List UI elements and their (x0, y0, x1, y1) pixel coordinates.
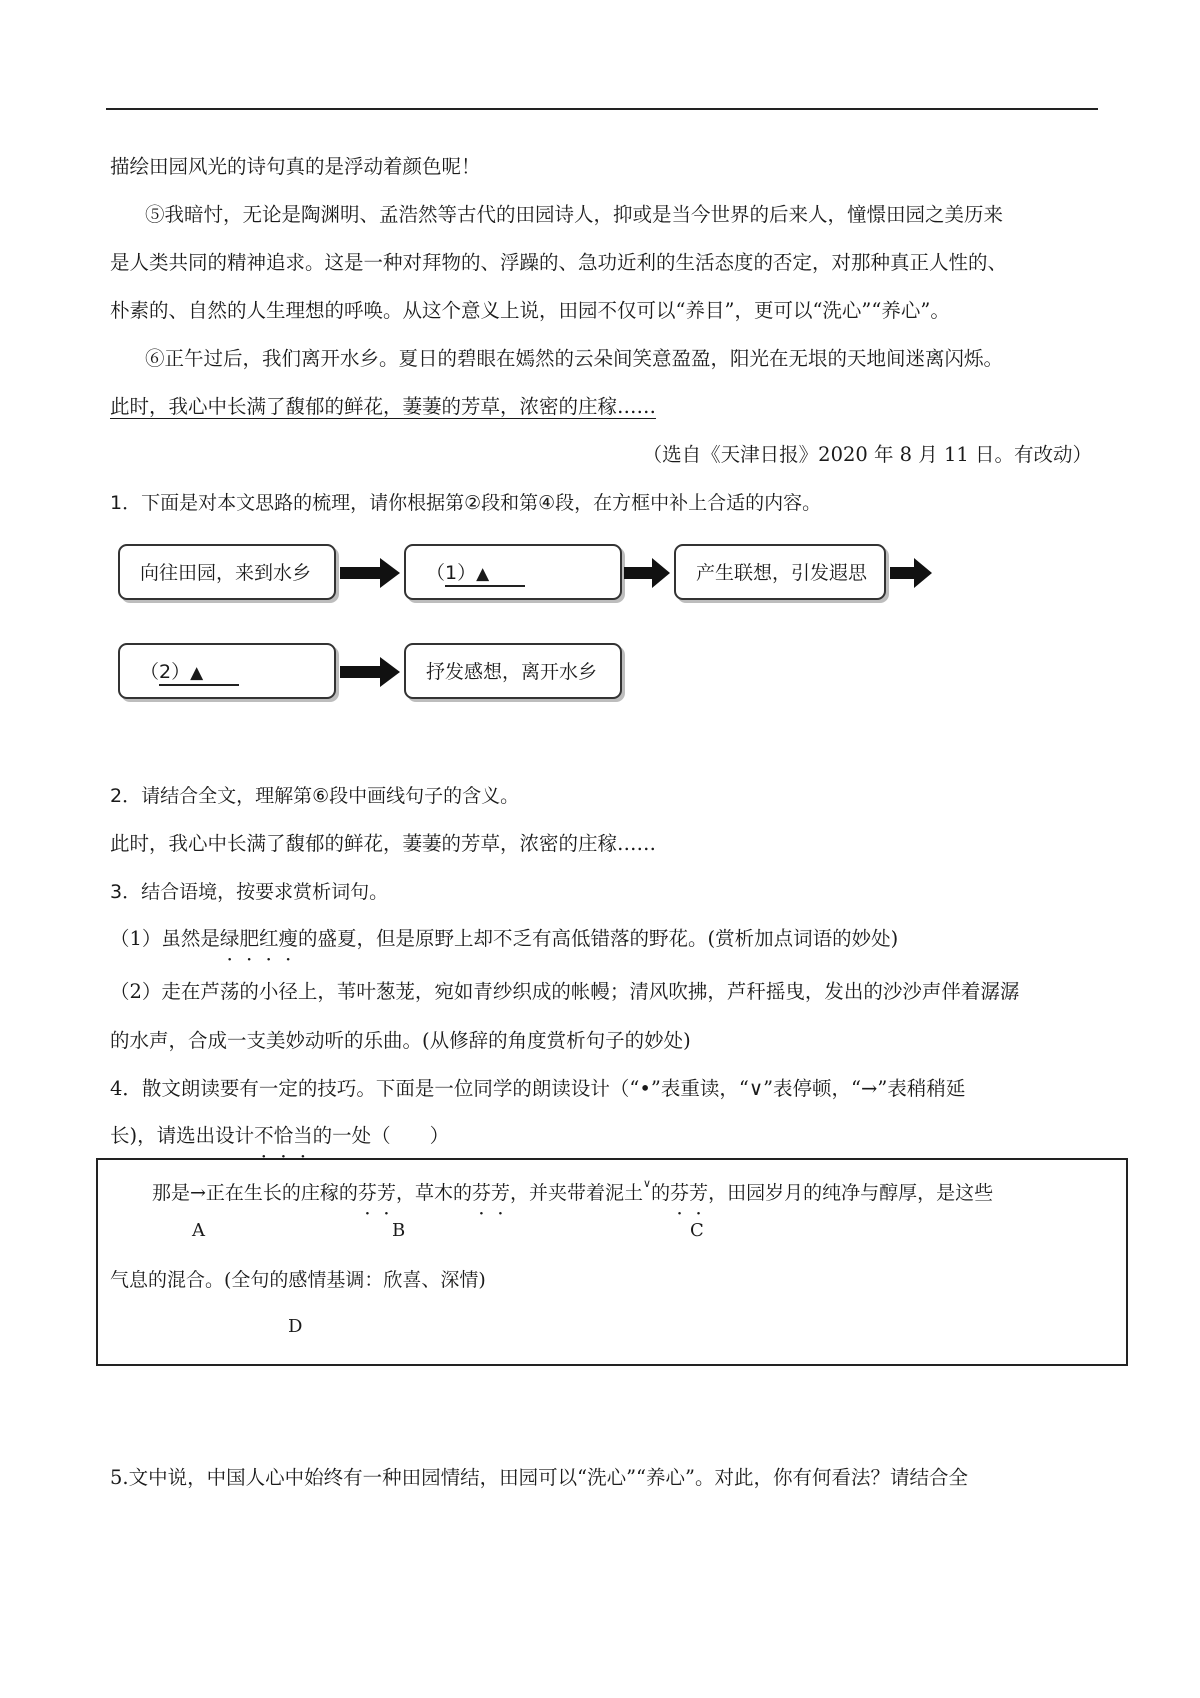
flow-box-4[interactable] (118, 643, 336, 699)
passage-line: 描绘田园风光的诗句真的是浮动着颜色呢！ (110, 155, 481, 178)
paragraph-6-line-1: ⑥正午过后，我们离开水乡。夏日的碧眼在嫣然的云朵间笑意盈盈，阳光在无垠的天地间迷离闪烁。 (145, 347, 1004, 370)
dotted-char: 绿 (219, 927, 240, 950)
paragraph-5-line-1: ⑤我暗忖，无论是陶渊明、孟浩然等古代的田园诗人，抑或是当今世界的后来人，憧憬田园之美历来 (145, 203, 1004, 226)
flow-box-1-label: 向往田园，来到水乡 (140, 562, 312, 584)
dotted-char: 瘦 (278, 927, 298, 950)
header-rule (106, 108, 1098, 110)
dotted-char: 肥 (239, 927, 259, 950)
answer-placeholder-icon: ▲ (190, 663, 204, 683)
flow-box-2-label: （1） (426, 562, 477, 584)
question-4-line-1: 4．散文朗读要有一定的技巧。下面是一位同学的朗读设计（“•”表重读，“∨”表停顿，“→”表稍稍延 (110, 1077, 966, 1100)
source-citation: （选自《天津日报》2020 年 8 月 11 日。有改动） (642, 443, 1092, 466)
option-label-b: B (392, 1220, 406, 1241)
flow-box-2[interactable] (404, 544, 622, 600)
paragraph-5-line-3: 朴素的、自然的人生理想的呼唤。从这个意义上说，田园不仅可以“养目”，更可以“洗心”“养心”。 (110, 299, 950, 322)
dotted-char: 不 (254, 1124, 274, 1147)
answer-blank-1[interactable] (445, 585, 525, 587)
flow-arrow-2 (624, 556, 672, 590)
question-3-sentence-1: （1）虽然是绿肥红瘦的盛夏，但是原野上却不乏有高低错落的野花。(赏析加点词语的妙处) (110, 925, 898, 953)
dotted-char: 红 (258, 927, 279, 950)
flow-box-5 (404, 643, 622, 699)
flow-box-1 (118, 544, 336, 600)
paragraph-5-line-2: 是人类共同的精神追求。这是一种对拜物的、浮躁的、急功近利的生活态度的否定，对那种真正人性的、 (110, 251, 1008, 274)
option-label-c: C (690, 1220, 704, 1241)
pause-mark: ∨ (643, 1177, 652, 1190)
dotted-char: 当 (293, 1124, 313, 1147)
question-5-prompt: 5.文中说，中国人心中始终有一种田园情结，田园可以“洗心”“养心”。对此，你有何看法？请结合全 (110, 1466, 968, 1489)
flow-arrow-4 (340, 655, 402, 689)
question-3-prompt: 3．结合语境，按要求赏析词句。 (110, 881, 389, 903)
question-1-prompt: 1．下面是对本文思路的梳理，请你根据第②段和第④段，在方框中补上合适的内容。 (110, 492, 822, 514)
flow-box-3-label: 产生联想，引发遐思 (696, 562, 868, 584)
dotted-char: 恰 (273, 1124, 294, 1147)
flow-box-5-label: 抒发感想，离开水乡 (426, 661, 598, 683)
question-2-sentence: 此时，我心中长满了馥郁的鲜花，萋萋的芳草，浓密的庄稼…… (110, 832, 657, 855)
reading-design-line-1: 那是→正在生长的庄稼的芬芳，草木的芬芳，并夹带着泥土∨的芬芳，田园岁月的纯净与醇厚，是这些 (152, 1177, 994, 1204)
flow-arrow-1 (340, 556, 402, 590)
question-3-sentence-2-line-1: （2）走在芦荡的小径上，苇叶葱茏，宛如青纱织成的帐幔；清风吹拂，芦秆摇曳，发出的沙沙声伴着潺潺 (110, 980, 1020, 1003)
flow-box-3 (674, 544, 886, 600)
answer-blank-2[interactable] (159, 684, 239, 686)
answer-placeholder-icon: ▲ (476, 564, 490, 584)
question-3-sentence-2-line-2: 的水声，合成一支美妙动听的乐曲。(从修辞的角度赏析句子的妙处) (110, 1029, 691, 1052)
question-2-prompt: 2．请结合全文，理解第⑥段中画线句子的含义。 (110, 785, 520, 807)
option-label-a: A (192, 1220, 205, 1241)
flow-arrow-3 (890, 556, 934, 590)
question-4-line-2: 长)，请选出设计不恰当的一处（ ） (110, 1122, 449, 1150)
reading-design-line-2: 气息的混合。(全句的感情基调：欣喜、深情) (110, 1269, 486, 1291)
option-label-d: D (288, 1316, 303, 1337)
paragraph-6-underlined-sentence: 此时，我心中长满了馥郁的鲜花，萋萋的芳草，浓密的庄稼…… (110, 395, 657, 418)
flow-box-4-label: （2） (140, 661, 191, 683)
